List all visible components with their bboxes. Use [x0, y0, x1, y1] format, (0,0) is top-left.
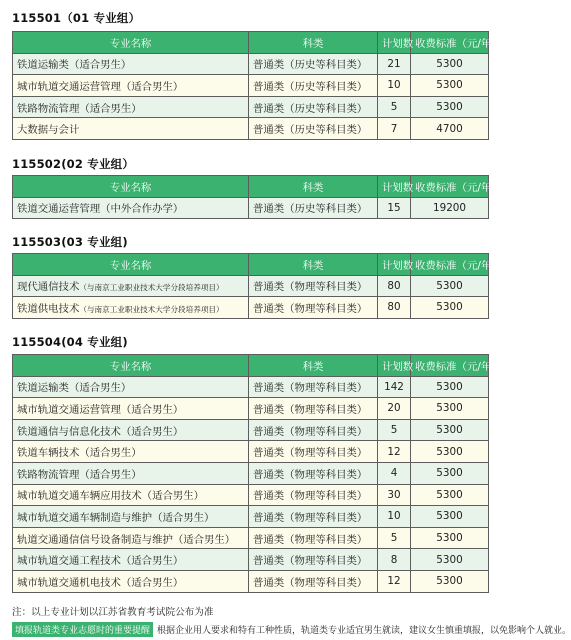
- fee-cell: 5300: [411, 53, 489, 75]
- category-cell: 普通类（历史等科目类）: [249, 75, 378, 97]
- tip-row: [12, 622, 571, 637]
- plan-cell: 8: [378, 549, 411, 571]
- plan-cell: 4: [378, 462, 411, 484]
- plan-table: [12, 31, 502, 140]
- major-cell: [13, 398, 249, 420]
- fee-cell: 5300: [411, 275, 489, 297]
- category-cell: 普通类（物理等科目类）: [249, 441, 378, 463]
- major-cell: [13, 570, 249, 592]
- table-row: [13, 570, 489, 592]
- fee-cell: 5300: [411, 570, 489, 592]
- header-plan: 计划数: [378, 176, 411, 198]
- header-plan: 计划数: [378, 32, 411, 54]
- category-cell: 普通类（物理等科目类）: [249, 549, 378, 571]
- plan-table: [12, 354, 502, 593]
- major-name: 现代通信技术: [17, 281, 80, 294]
- plan-cell: 12: [378, 441, 411, 463]
- table-row: [13, 75, 489, 97]
- major-cell: [13, 527, 249, 549]
- header-fee: 收费标准（元/年）: [411, 32, 489, 54]
- category-cell: 普通类（物理等科目类）: [249, 462, 378, 484]
- plan-cell: 5: [378, 419, 411, 441]
- table-row: [13, 506, 489, 528]
- fee-cell: 5300: [411, 462, 489, 484]
- header-row: [13, 32, 489, 54]
- category-cell: 普通类（物理等科目类）: [249, 275, 378, 297]
- major-cell: [13, 419, 249, 441]
- fee-cell: 5300: [411, 297, 489, 319]
- plan-cell: 142: [378, 376, 411, 398]
- fee-cell: 19200: [411, 197, 489, 219]
- fee-cell: 5300: [411, 527, 489, 549]
- header-category: 科类: [249, 32, 378, 54]
- fee-cell: 5300: [411, 398, 489, 420]
- header-plan: 计划数: [378, 254, 411, 276]
- plan-cell: 5: [378, 96, 411, 118]
- table-row: [13, 398, 489, 420]
- table-row: [13, 462, 489, 484]
- fee-cell: 5300: [411, 441, 489, 463]
- major-name: 铁道运输类（适合男生）: [17, 382, 132, 395]
- plan-cell: 15: [378, 197, 411, 219]
- header-row: [13, 355, 489, 377]
- category-cell: 普通类（历史等科目类）: [249, 197, 378, 219]
- table-row: [13, 527, 489, 549]
- table-row: [13, 96, 489, 118]
- table-row: [13, 484, 489, 506]
- table-row: [13, 197, 489, 219]
- plan-cell: 20: [378, 398, 411, 420]
- category-cell: 普通类（物理等科目类）: [249, 398, 378, 420]
- major-cell: [13, 96, 249, 118]
- major-note: （与南京工业职业技术大学分段培养项目）: [79, 304, 224, 314]
- category-cell: 普通类（历史等科目类）: [249, 118, 378, 140]
- header-plan: 计划数: [378, 355, 411, 377]
- header-fee: 收费标准（元/年）: [411, 355, 489, 377]
- group-title: 115502(02 专业组）: [12, 157, 135, 171]
- major-cell: [13, 53, 249, 75]
- plan-cell: 80: [378, 275, 411, 297]
- plan-table: [12, 175, 502, 219]
- major-name: 城市轨道交通车辆制造与维护（适合男生）: [17, 511, 215, 524]
- major-cell: [13, 549, 249, 571]
- category-cell: 普通类（物理等科目类）: [249, 297, 378, 319]
- major-name: 铁道通信与信息化技术（适合男生）: [17, 425, 184, 438]
- header-major: 专业名称: [13, 254, 249, 276]
- major-name: 城市轨道交通机电技术（适合男生）: [17, 576, 184, 589]
- plan-cell: 10: [378, 75, 411, 97]
- header-category: 科类: [249, 254, 378, 276]
- category-cell: 普通类（历史等科目类）: [249, 53, 378, 75]
- fee-cell: 5300: [411, 376, 489, 398]
- fee-cell: 5300: [411, 419, 489, 441]
- plan-table: [12, 253, 502, 319]
- major-name: 铁道供电技术: [17, 302, 80, 315]
- major-name: 城市轨道交通运营管理（适合男生）: [17, 80, 184, 93]
- major-name: 轨道交通通信信号设备制造与维护（适合男生）: [17, 533, 236, 546]
- plan-cell: 5: [378, 527, 411, 549]
- footnote: 注：以上专业计划以江苏省教育考试院公布为准: [12, 607, 214, 618]
- header-fee: 收费标准（元/年）: [411, 176, 489, 198]
- major-name: 城市轨道交通工程技术（适合男生）: [17, 555, 184, 568]
- group-title: 115501（01 专业组）: [12, 11, 141, 25]
- fee-cell: 5300: [411, 75, 489, 97]
- major-name: 铁道交通运营管理（中外合作办学）: [17, 203, 184, 216]
- major-name: 铁路物流管理（适合男生）: [17, 468, 142, 481]
- table-row: [13, 376, 489, 398]
- category-cell: 普通类（历史等科目类）: [249, 96, 378, 118]
- table-row: [13, 275, 489, 297]
- major-name: 大数据与会计: [17, 124, 80, 137]
- category-cell: 普通类（物理等科目类）: [249, 527, 378, 549]
- major-cell: [13, 297, 249, 319]
- major-cell: [13, 376, 249, 398]
- major-cell: [13, 75, 249, 97]
- header-category: 科类: [249, 355, 378, 377]
- major-note: （与南京工业职业技术大学分段培养项目）: [79, 283, 224, 293]
- tip-text: 根据企业用人要求和特有工种性质，轨道类专业适宜男生就读，建议女生慎重填报，以免影响个人就业。: [157, 626, 571, 636]
- category-cell: 普通类（物理等科目类）: [249, 376, 378, 398]
- major-name: 城市轨道交通车辆应用技术（适合男生）: [17, 490, 205, 503]
- group-title: 115503(03 专业组): [12, 235, 128, 249]
- group-title: 115504(04 专业组): [12, 335, 128, 349]
- category-cell: 普通类（物理等科目类）: [249, 570, 378, 592]
- major-cell: [13, 441, 249, 463]
- table-row: [13, 53, 489, 75]
- header-fee: 收费标准（元/年）: [411, 254, 489, 276]
- major-name: 铁道运输类（适合男生）: [17, 59, 132, 72]
- major-name: 铁路物流管理（适合男生）: [17, 102, 142, 115]
- major-cell: [13, 118, 249, 140]
- header-major: 专业名称: [13, 32, 249, 54]
- table-row: [13, 118, 489, 140]
- header-major: 专业名称: [13, 355, 249, 377]
- header-category: 科类: [249, 176, 378, 198]
- fee-cell: 5300: [411, 484, 489, 506]
- plan-cell: 10: [378, 506, 411, 528]
- tip-badge: 填报轨道类专业志愿时的重要提醒: [12, 622, 153, 637]
- plan-cell: 21: [378, 53, 411, 75]
- table-row: [13, 297, 489, 319]
- major-cell: [13, 275, 249, 297]
- plan-cell: 80: [378, 297, 411, 319]
- header-row: [13, 176, 489, 198]
- major-cell: [13, 462, 249, 484]
- fee-cell: 5300: [411, 96, 489, 118]
- plan-cell: 12: [378, 570, 411, 592]
- header-major: 专业名称: [13, 176, 249, 198]
- fee-cell: 4700: [411, 118, 489, 140]
- major-cell: [13, 197, 249, 219]
- plan-cell: 7: [378, 118, 411, 140]
- major-cell: [13, 506, 249, 528]
- major-name: 城市轨道交通运营管理（适合男生）: [17, 403, 184, 416]
- fee-cell: 5300: [411, 506, 489, 528]
- fee-cell: 5300: [411, 549, 489, 571]
- major-cell: [13, 484, 249, 506]
- table-row: [13, 549, 489, 571]
- category-cell: 普通类（物理等科目类）: [249, 506, 378, 528]
- category-cell: 普通类（物理等科目类）: [249, 484, 378, 506]
- header-row: [13, 254, 489, 276]
- table-row: [13, 419, 489, 441]
- plan-cell: 30: [378, 484, 411, 506]
- major-name: 铁道车辆技术（适合男生）: [17, 447, 142, 460]
- category-cell: 普通类（物理等科目类）: [249, 419, 378, 441]
- table-row: [13, 441, 489, 463]
